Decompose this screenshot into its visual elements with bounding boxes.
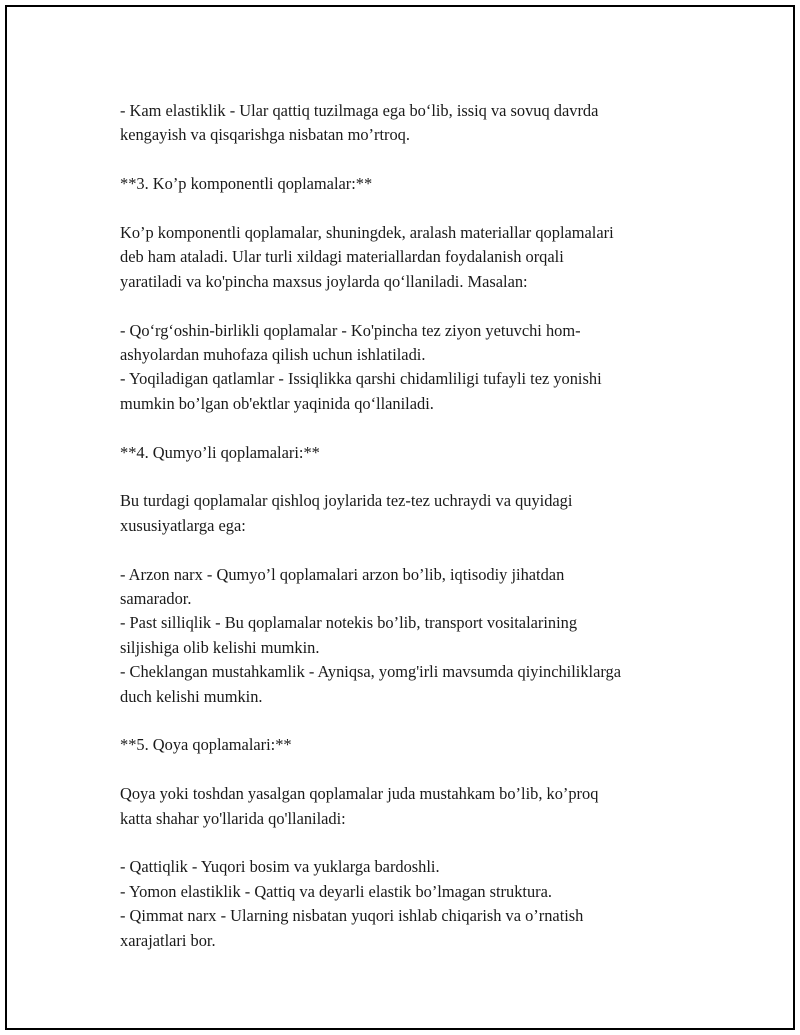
paragraph-kam-elastiklik: - Kam elastiklik - Ular qattiq tuzilmaga ega bo‘lib, issiq va sovuq davrda kengayish va qisqarishga nisbatan mo’rtroq.	[120, 101, 599, 145]
list-section-5-items: - Qattiqlik - Yuqori bosim va yuklarga bardoshli. - Yomon elastiklik - Qattiq va deyarli elastik bo’lmagan struktura. - Qimmat narx - Ularning nisbatan yuqori ishlab chiqarish va o’rnatish xarajatlari bor.	[120, 857, 584, 950]
heading-section-3: **3. Ko’p komponentli qoplamalar:**	[120, 174, 373, 194]
heading-section-5: **5. Qoya qoplamalari:**	[120, 735, 292, 755]
list-section-3-items: - Qo‘rg‘oshin-birlikli qoplamalar - Ko'pincha tez ziyon yetuvchi hom- ashyolardan muhofaza qilish uchun ishlatiladi. - Yoqiladigan qatlamlar - Issiqlikka qarshi chidamliligi tufayli tez yonishi mumkin bo’lgan ob'ektlar yaqinida qo‘llaniladi.	[120, 320, 602, 413]
paragraph-section-3-intro: Ko’p komponentli qoplamalar, shuningdek, aralash materiallar qoplamalari deb ham ataladi. Ular turli xildagi materiallardan foydalanish orqali yaratiladi va ko'pincha maxsus joylarda qo‘llaniladi. Masalan:	[120, 223, 614, 291]
page-frame	[5, 5, 795, 1030]
paragraph-section-4-intro: Bu turdagi qoplamalar qishloq joylarida tez-tez uchraydi va quyidagi xususiyatlarga ega:	[120, 491, 573, 535]
heading-section-4: **4. Qumyo’li qoplamalari:**	[120, 442, 320, 462]
list-section-4-items: - Arzon narx - Qumyo’l qoplamalari arzon bo’lib, iqtisodiy jihatdan samarador. - Past silliqlik - Bu qoplamalar notekis bo’lib, transport vositalarining siljishiga olib kelishi mumkin. - Cheklangan mustahkamlik - Ayniqsa, yomg'irli mavsumda qiyinchiliklarga duch kelishi mumkin.	[120, 564, 621, 706]
paragraph-section-5-intro: Qoya yoki toshdan yasalgan qoplamalar juda mustahkam bo’lib, ko’proq katta shahar yo'llarida qo'llaniladi:	[120, 784, 599, 828]
document-body	[120, 99, 710, 977]
